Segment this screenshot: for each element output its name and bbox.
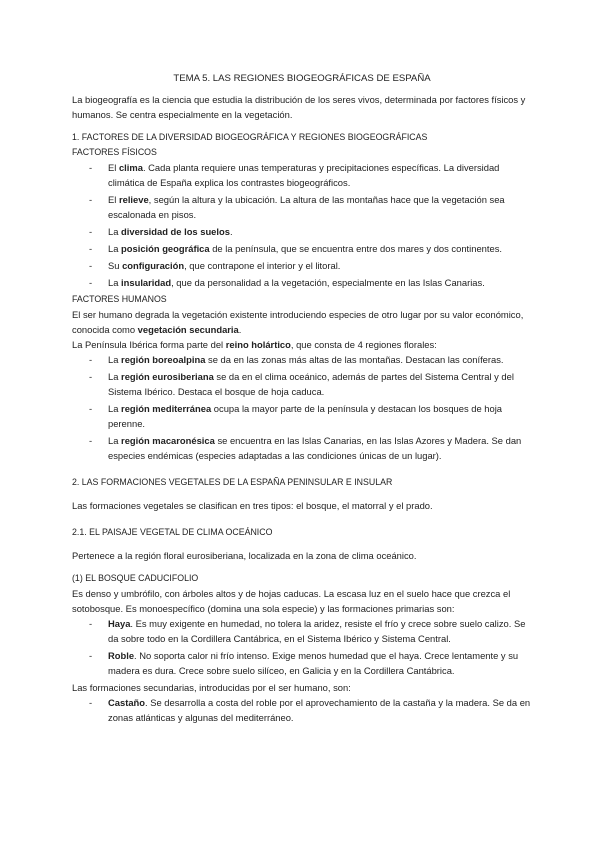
list-item: - La insularidad, que da personalidad a la vegetación, especialmente en las Islas Canarias. <box>89 277 485 288</box>
dash-bullet: - <box>89 650 93 661</box>
regiones-list <box>72 352 532 463</box>
factores-fisicos-list <box>72 160 532 290</box>
section-1-heading: 1. FACTORES DE LA DIVERSIDAD BIOGEOGRÁFICA Y REGIONES BIOGEOGRÁFICAS <box>72 132 428 142</box>
dash-bullet: - <box>89 277 93 288</box>
dash-bullet: - <box>89 162 93 173</box>
factores-fisicos-heading: FACTORES FÍSICOS <box>72 147 157 157</box>
list-item: - La región macaronésica se encuentra en las Islas Canarias, en las Islas Azores y Madera. Se dan especies endémicas (especies adaptadas a las condiciones únicas de un lugar). <box>89 435 522 461</box>
formaciones-secundarias-paragraph: Las formaciones secundarias, introducidas por el ser humano, son: <box>72 682 351 693</box>
factores-humanos-heading: FACTORES HUMANOS <box>72 294 167 304</box>
list-item: - El relieve, según la altura y la ubicación. La altura de las montañas hace que la vegetación sea escalonada en pisos. <box>89 194 505 220</box>
section-2-1-heading: 2.1. EL PAISAJE VEGETAL DE CLIMA OCEÁNICO <box>72 527 273 537</box>
document-title: TEMA 5. LAS REGIONES BIOGEOGRÁFICAS DE ESPAÑA <box>173 73 431 84</box>
list-item: - Roble. No soporta calor ni frío intenso. Exige menos humedad que el haya. Crece lentamente y su madera es dura. Crece sobre suelo silíceo, en Galicia y en la Cordillera Cantábrica. <box>89 650 519 676</box>
bosque-caducifolio-paragraph: Es denso y umbrófilo, con árboles altos y de hojas caducas. La escasa luz en el suelo hace que crezca el sotobosque. Es monoespecífico (domina una sola especie) y las formaciones primarias son: <box>72 588 511 614</box>
dash-bullet: - <box>89 354 93 365</box>
dash-bullet: - <box>89 403 93 414</box>
dash-bullet: - <box>89 194 93 205</box>
list-item: - La región eurosiberiana se da en el clima oceánico, además de partes del Sistema Central y del Sistema Ibérico. Destaca el bosque de hoja caduca. <box>89 371 514 397</box>
list-item: - La región mediterránea ocupa la mayor parte de la península y destacan los bosques de hoja perenne. <box>89 403 503 429</box>
list-item: - Haya. Es muy exigente en humedad, no tolera la aridez, resiste el frío y crece sobre suelo calizo. Se da sobre todo en la Cordillera Cantábrica, en el Sistema Ibérico y Sistema Central. <box>89 618 526 644</box>
section-2-heading: 2. LAS FORMACIONES VEGETALES DE LA ESPAÑA PENINSULAR E INSULAR <box>72 477 393 487</box>
document-content <box>72 71 532 727</box>
intro-paragraph: La biogeografía es la ciencia que estudia la distribución de los seres vivos, determinada por factores físicos y humanos. Se centra especialmente en la vegetación. <box>72 94 526 120</box>
formaciones-primarias-list <box>72 616 532 678</box>
list-item: - La posición geográfica de la península, que se encuentra entre dos mares y dos continentes. <box>89 243 502 254</box>
list-item: - Su configuración, que contrapone el interior y el litoral. <box>89 260 341 271</box>
regiones-paragraph: La Península Ibérica forma parte del reino holártico, que consta de 4 regiones florales: <box>72 339 437 350</box>
dash-bullet: - <box>89 371 93 382</box>
dash-bullet: - <box>89 260 93 271</box>
list-item: - La región boreoalpina se da en las zonas más altas de las montañas. Destacan las coníferas. <box>89 354 504 365</box>
dash-bullet: - <box>89 435 93 446</box>
dash-bullet: - <box>89 226 93 237</box>
section-2-paragraph: Las formaciones vegetales se clasifican en tres tipos: el bosque, el matorral y el prado. <box>72 500 433 511</box>
factores-humanos-paragraph: El ser humano degrada la vegetación existente introduciendo especies de otro lugar por su valor económico, conocida como vegetación secundaria. <box>72 309 524 335</box>
formaciones-secundarias-list <box>72 695 532 725</box>
list-item: - El clima. Cada planta requiere unas temperaturas y precipitaciones específicas. La diversidad climática de España explica los contrastes biogeográficos. <box>89 162 500 188</box>
section-2-1-paragraph: Pertenece a la región floral eurosiberiana, localizada en la zona de clima oceánico. <box>72 550 417 561</box>
bosque-caducifolio-heading: (1) EL BOSQUE CADUCIFOLIO <box>72 573 199 583</box>
dash-bullet: - <box>89 618 93 629</box>
dash-bullet: - <box>89 243 93 254</box>
dash-bullet: - <box>89 697 93 708</box>
list-item: - La diversidad de los suelos. <box>89 226 233 237</box>
list-item: - Castaño. Se desarrolla a costa del roble por el aprovechamiento de la castaña y la madera. Se da en zonas atlánticas y algunas del mediterráneo. <box>89 697 531 723</box>
